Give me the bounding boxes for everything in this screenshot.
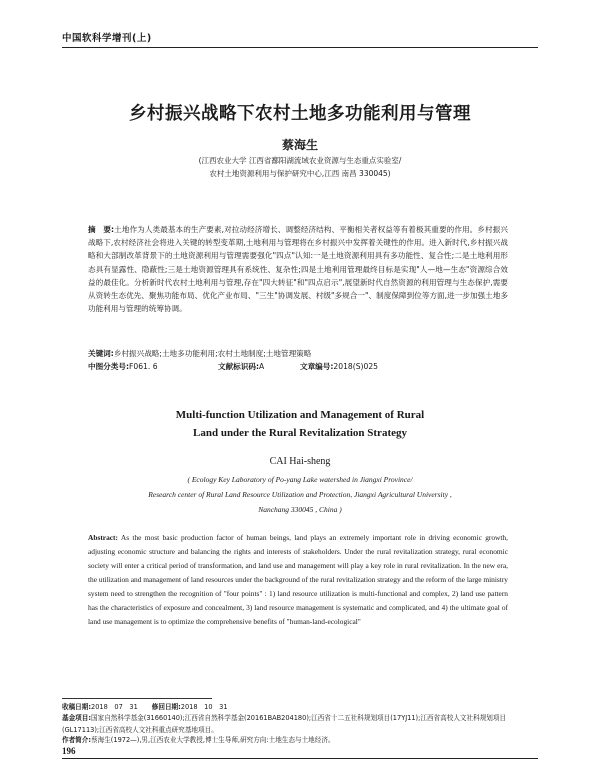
chinese-affiliation-line-1: (江西农业大学 江西省鄱阳湖流域农业资源与生态重点实验室/ — [198, 156, 402, 165]
chinese-keywords — [88, 348, 311, 359]
chinese-author: 蔡海生 — [281, 138, 318, 152]
chinese-affiliation-line-2: 农村土地资源利用与保护研究中心,江西 南昌 330045) — [209, 169, 391, 178]
english-title-line-2: Land under the Rural Revitalization Strategy — [193, 427, 407, 439]
english-abstract-label: Abstract: — [88, 533, 118, 542]
header-rule — [62, 47, 538, 48]
footer-rule — [62, 758, 538, 759]
chinese-title: 乡村振兴战略下农村土地多功能利用与管理 — [129, 104, 471, 124]
english-affiliation-line-1: ( Ecology Key Laboratory of Po-yang Lake watershed in Jiangxi Province/ — [187, 475, 413, 484]
keywords-label: 关键词: — [88, 349, 114, 358]
page-number: 196 — [62, 746, 80, 756]
english-abstract-text: As the most basic production factor of human beings, land plays an extremely important role in driving economic growth, adjusting economic structure and balancing the rights and interests of stakeholders. Under the rural revitalization strategy, rural economic society will enter a critical period of transformation, and land use and management will play a key role in rural revitalization. In the new era, the utilization and management of land resources under the background of the rural revitalization strategy and the reform of the large ministry system need to strengthen the recognition of "four points" : 1) land resource utilization is multi-functional and complex, 2) land use pattern has the characteristics of exposure and concealment, 3) land resource management is systematic and complicated, and 4) the ultimate goal of land use management is to optimize the comprehensive benefits of "human-land-ecological" — [88, 533, 508, 626]
english-abstract — [88, 531, 508, 629]
footnote-fund: 基金项目:国家自然科学基金(31660140);江西省自然科学基金(20161BAB204180);江西省十二五社科规划项目(17YJ11);江西省高校人文社科规划项目(GL17113);江西省高校人文社科重点研究基地项目。 — [62, 714, 507, 734]
clc-number: 中图分类号:F061. 6 — [88, 362, 158, 371]
english-title-line-1: Multi-function Utilization and Management of Rural — [175, 409, 425, 421]
keywords-text: 乡村振兴战略;土地多功能利用;农村土地制度;土地管理策略 — [113, 349, 312, 358]
english-affiliation-line-2: Research center of Rural Land Resource Utilization and Protection, Jiangxi Agricultural University , — [148, 490, 452, 499]
journal-header: 中国软科学增刊(上) — [62, 33, 152, 44]
footnote-rule — [62, 698, 212, 699]
chinese-abstract — [88, 223, 508, 315]
article-number: 文章编号:2018(S)025 — [300, 362, 378, 371]
footnote-dates: 收稿日期:2018 07 31 修回日期:2018 10 31 — [62, 703, 228, 711]
english-affiliation-line-3: Nanchang 330045 , China ) — [258, 505, 342, 514]
document-code: 文献标识码:A — [218, 362, 265, 371]
chinese-abstract-text: 土地作为人类最基本的生产要素,对拉动经济增长、调整经济结构、平衡相关者权益等有着极其重要的作用。乡村振兴战略下,农村经济社会将进入关键的转型变革期,土地利用与管理将在乡村振兴中发挥着关键性的作用。进入新时代,乡村振兴战略和大部制改革背景下的土地资源利用与管理需要强化"四点"认知:一是土地资源利用具有多功能性、复合性;二是土地利用形态具有显露性、隐蔽性;三是土地资源管理具有系统性、复杂性;四是土地利用管理最终目标是实现"人—地—生态"资源综合效益的最佳化。分析新时代农村土地利用与管理,存在"四大转征"和"四点启示",展望新时代自然资源的利用管理与生态保护,需要从资转生态优先、聚焦功能布局、优化产业布局、"三生"协调发展、村级"多规合一"、制度保障到位等方面,进一步加强土地多功能利用与管理的统筹协调。 — [88, 225, 508, 314]
chinese-abstract-label: 摘 要: — [88, 225, 115, 234]
footnote-author-bio: 作者简介:蔡海生(1972—),男,江西农业大学教授,博士生导师,研究方向:土地生态与土地经济。 — [62, 736, 335, 744]
english-title — [0, 406, 600, 442]
english-author: CAI Hai-sheng — [269, 456, 331, 467]
